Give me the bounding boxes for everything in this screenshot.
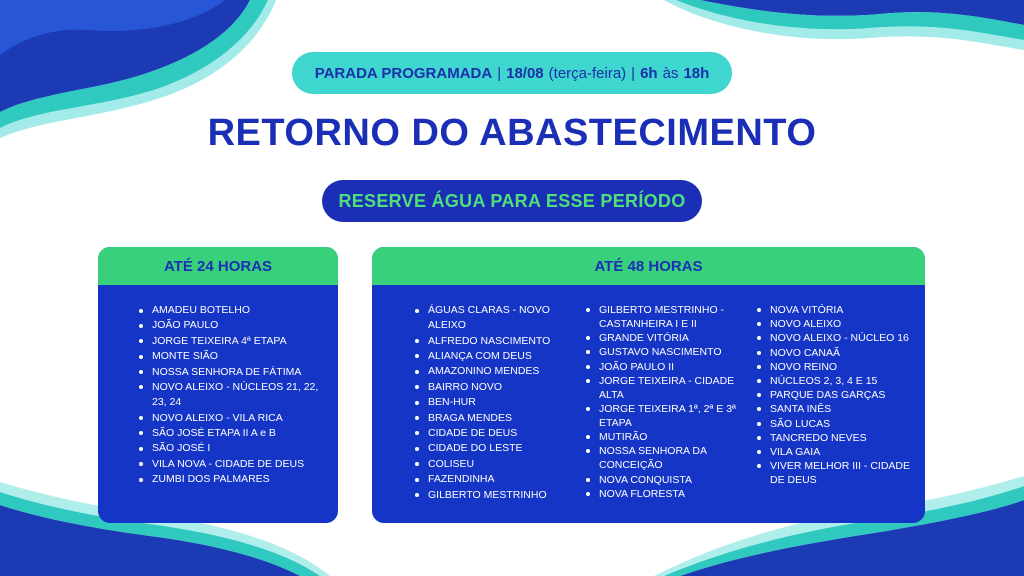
list-item: VILA GAIA: [756, 445, 914, 459]
list-item: VILA NOVA - CIDADE DE DEUS: [138, 457, 328, 472]
list-48-hours-3: [756, 303, 914, 487]
list-24-hours: [138, 303, 328, 487]
list-item: BRAGA MENDES: [414, 411, 579, 426]
list-item: GRANDE VITÓRIA: [585, 331, 743, 345]
banner-label: PARADA PROGRAMADA: [314, 64, 493, 82]
banner-date: 18/08: [506, 64, 544, 82]
list-item: SÃO LUCAS: [756, 417, 914, 431]
list-item: SÃO JOSÉ I: [138, 441, 328, 456]
schedule-banner: [292, 52, 732, 94]
list-item: FAZENDINHA: [414, 472, 579, 487]
list-item: GUSTAVO NASCIMENTO: [585, 345, 743, 359]
list-item: GILBERTO MESTRINHO: [414, 488, 579, 503]
list-item: NOVO CANAÃ: [756, 346, 914, 360]
list-item: VIVER MELHOR III - CIDADE DE DEUS: [756, 459, 914, 487]
list-item: NOVO ALEIXO - NÚCLEO 16: [756, 331, 914, 345]
banner-separator-2: |: [631, 64, 636, 82]
list-item: TANCREDO NEVES: [756, 431, 914, 445]
card-24-hours: [98, 247, 338, 523]
list-48-hours-2: [585, 303, 743, 501]
list-item: GILBERTO MESTRINHO - CASTANHEIRA I E II: [585, 303, 743, 331]
list-item: NOVO ALEIXO - VILA RICA: [138, 411, 328, 426]
list-item: AMADEU BOTELHO: [138, 303, 328, 318]
list-item: NOVO ALEIXO - NÚCLEOS 21, 22, 23, 24: [138, 380, 328, 410]
list-item: ÁGUAS CLARAS - NOVO ALEIXO: [414, 303, 579, 333]
list-item: JOÃO PAULO: [138, 318, 328, 333]
list-item: CIDADE DO LESTE: [414, 441, 579, 456]
list-item: NOSSA SENHORA DA CONCEIÇÃO: [585, 444, 743, 472]
banner-start: 6h: [640, 64, 658, 82]
banner-between: às: [662, 64, 679, 82]
list-48-hours-1: [414, 303, 579, 503]
list-item: ALIANÇA COM DEUS: [414, 349, 579, 364]
list-item: COLISEU: [414, 457, 579, 472]
card-48-hours-title: ATÉ 48 HORAS: [372, 247, 925, 285]
subtitle-banner: RESERVE ÁGUA PARA ESSE PERÍODO: [322, 180, 702, 222]
list-item: ZUMBI DOS PALMARES: [138, 472, 328, 487]
list-item: NOVO ALEIXO: [756, 317, 914, 331]
list-item: NOVA VITÓRIA: [756, 303, 914, 317]
list-item: NÚCLEOS 2, 3, 4 E 15: [756, 374, 914, 388]
list-item: CIDADE DE DEUS: [414, 426, 579, 441]
list-48-hours-column-3: [756, 303, 914, 487]
list-item: MONTE SIÃO: [138, 349, 328, 364]
list-item: BAIRRO NOVO: [414, 380, 579, 395]
list-item: AMAZONINO MENDES: [414, 364, 579, 379]
banner-end: 18h: [683, 64, 710, 82]
list-item: PARQUE DAS GARÇAS: [756, 388, 914, 402]
page-title: RETORNO DO ABASTECIMENTO: [207, 112, 817, 154]
list-item: NOVA FLORESTA: [585, 487, 743, 501]
card-48-hours: [372, 247, 925, 523]
list-item: BEN-HUR: [414, 395, 579, 410]
list-item: MUTIRÃO: [585, 430, 743, 444]
list-item: JORGE TEIXEIRA 1ª, 2ª E 3ª ETAPA: [585, 402, 743, 430]
list-item: ALFREDO NASCIMENTO: [414, 334, 579, 349]
list-48-hours-column-2: [585, 303, 743, 501]
list-48-hours-column-1: [414, 303, 579, 503]
list-item: NOVO REINO: [756, 360, 914, 374]
list-item: SANTA INÊS: [756, 402, 914, 416]
list-item: NOVA CONQUISTA: [585, 473, 743, 487]
list-item: JOÃO PAULO II: [585, 360, 743, 374]
list-24-hours-column: [138, 303, 328, 488]
list-item: SÃO JOSÉ ETAPA II A e B: [138, 426, 328, 441]
list-item: JORGE TEIXEIRA - CIDADE ALTA: [585, 374, 743, 402]
banner-separator: |: [497, 64, 502, 82]
list-item: JORGE TEIXEIRA 4ª ETAPA: [138, 334, 328, 349]
banner-weekday: (terça-feira): [548, 64, 627, 82]
list-item: NOSSA SENHORA DE FÁTIMA: [138, 365, 328, 380]
card-24-hours-title: ATÉ 24 HORAS: [98, 247, 338, 285]
